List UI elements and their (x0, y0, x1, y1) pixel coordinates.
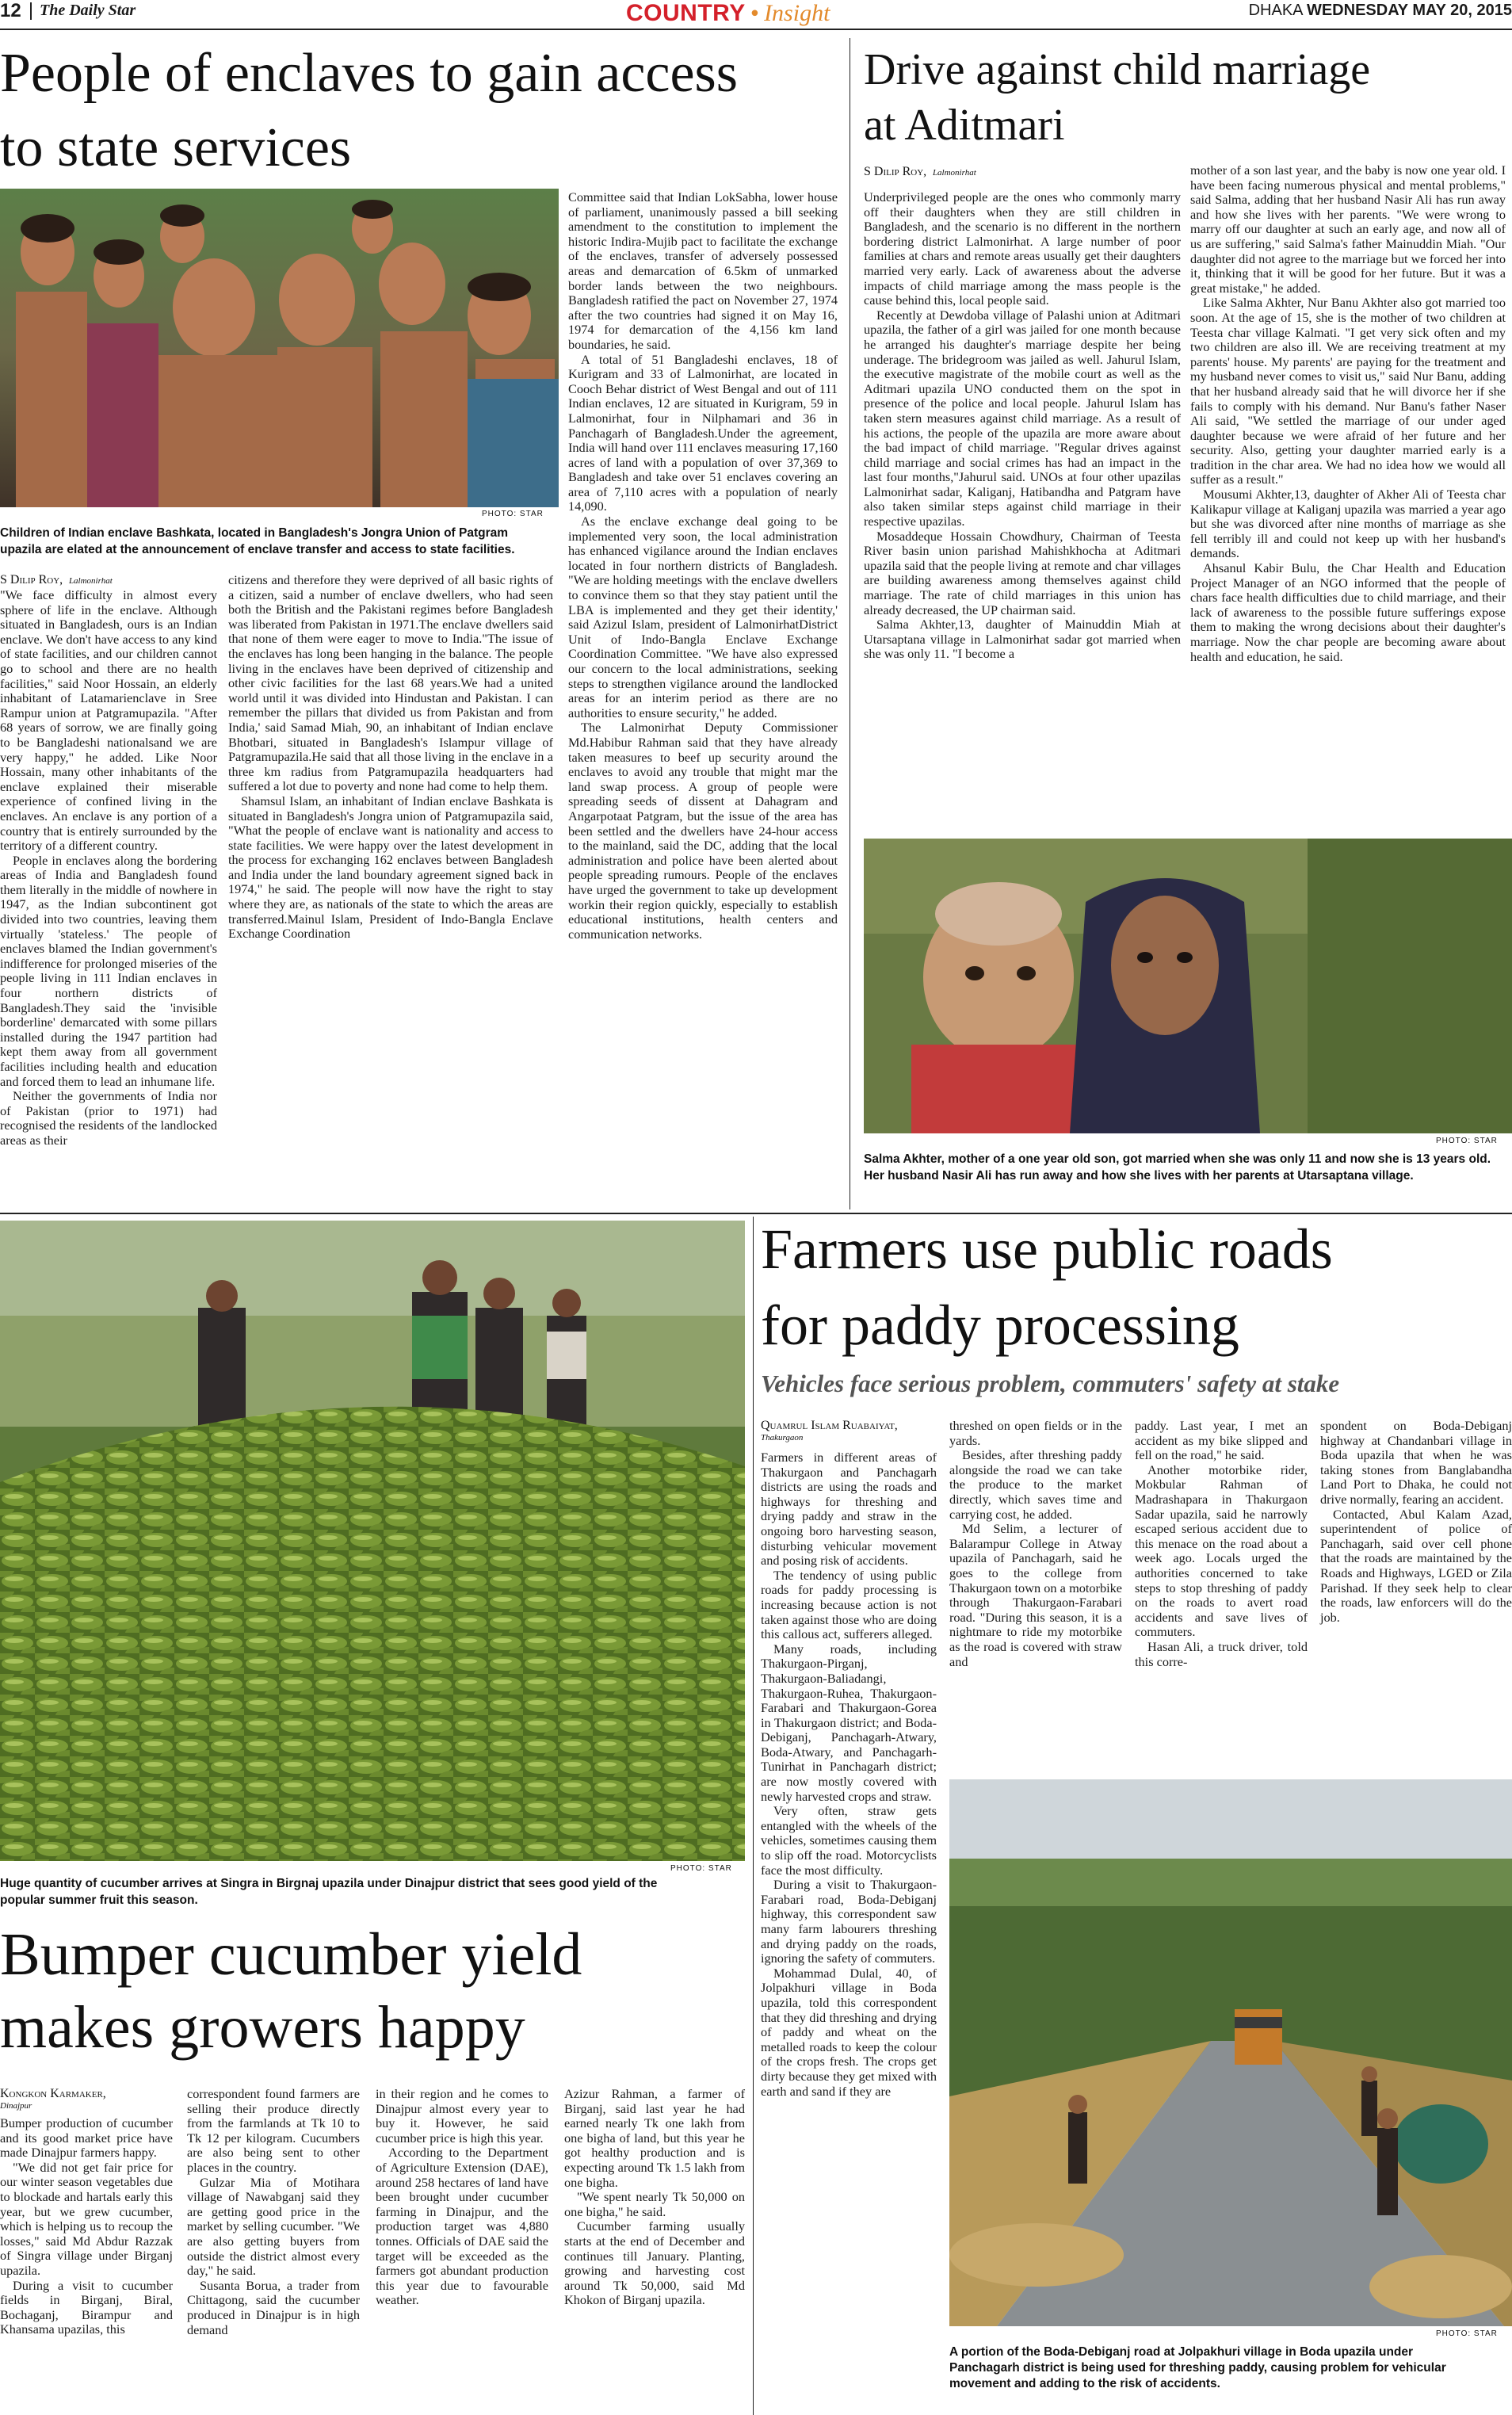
story4-c3-p3: Hasan Ali, a truck driver, told this corre- (1135, 1638, 1308, 1669)
story4-c3-p2: Another motorbike rider, Mokbular Rahman of Madrashapara in Thakurgaon Sadar upazila, said he narrowly escaped serious accident due to this menace on the road about a week ago. Locals urged the authorities concerned to take steps to stop threshing of paddy on the roads to avert road accidents and save lives of commuters. (1135, 1462, 1308, 1640)
story1-headline-line2: to state services (0, 117, 352, 178)
vertical-divider-bottom (753, 1217, 754, 2415)
story1-c1-p3: Neither the governments of India nor of Pakistan (prior to 1971) had recognised the residents of the landlocked areas as their (0, 1088, 217, 1148)
story4-c1-p5: During a visit to Thakurgaon-Farabari road, Boda-Debiganj highway, this correspondent saw many farm labourers threshing and drying paddy on the roads, ignoring the safety of commuters. (761, 1877, 937, 1966)
masthead-rule (0, 29, 1512, 30)
story4-c1-p2: The tendency of using public roads for paddy processing is increasing because action is not taken against those who are doing this callous act, sufferers alleged. (761, 1567, 937, 1642)
mother-and-child-photo (864, 839, 1512, 1133)
story4-col1 (761, 1450, 937, 2099)
story3-c1-p1: Bumper production of cucumber and its good market price have made Dinajpur farmers happy. (0, 2115, 173, 2161)
story4-c2-p3: Md Selim, a lecturer of Balarampur College in Atway upazila of Panchagarh, said he goes to the college from Thakurgaon town on a motorbike through Thakurgaon-Farabari road. "During this season, it is a nightmare to ride my motorbike as the road is covered with straw and (949, 1521, 1122, 1669)
story1-caption-line1: Children of Indian enclave Bashkata, located in Bangladesh's Jongra Union of Patgram (0, 526, 509, 540)
masthead-separator (30, 2, 32, 20)
story4-c4-p2: Contacted, Abul Kalam Azad, superintendent of police of Panchagarh, said over cell phone that the roads are maintained by the Roads and Highways, LGED or Zila Parishad. If they seek help to clear the roads, law enforcers will do the job. (1320, 1506, 1512, 1625)
page-number: 12 (0, 0, 21, 21)
story2-byline-name: S Dilip Roy, (864, 165, 927, 178)
story3-c3-p1: in their region and he comes to Dinajpur almost every year to buy it. However, he said cucumber price is high this year. (376, 2086, 548, 2146)
cucumber-pile-photo (0, 1221, 745, 1861)
story3-byline (0, 2087, 106, 2111)
story4-caption-line3: movement and adding to the risk of accidents. (949, 2377, 1220, 2390)
story4-c1-p6: Mohammad Dulal, 40, of Jolpakhuri village in Boda upazila, told this correspondent that they did threshing and drying of paddy and wheat on the metalled roads to keep the colour of the crops fresh. The crops get dirty because they get mixed with earth and sand if they are (761, 1965, 937, 2099)
story1-col2 (228, 573, 553, 942)
story4-c1-p4: Very often, straw gets entangled with the wheels of the vehicles, sometimes causing them to slip off the road. Motorcyclists face the most difficulty. (761, 1803, 937, 1878)
story4-byline-name: Quamrul Islam Ruabaiyat, (761, 1419, 898, 1432)
story1-c3-p3: As the enclave exchange deal going to be implemented very soon, the local administration has enhanced vigilance around the Indian enclaves located in four northern districts of Bangladesh. "We are holding meetings with the enclave dwellers to convince them so that they stay patient until the LBA is implemented and they get their identity,' said Azizul Islam, president of LalmonirhatDistrict Unit of Indo-Bangla Enclave Exchange Coordination Committee. "We have also expressed our concern to the local administrations, seeking steps to strengthen vigilance around the landlocked areas for an interim period as there are no authorities to ensure security," he added. (568, 514, 838, 720)
story4-subhead: Vehicles face serious problem, commuters' safety at stake (761, 1370, 1340, 1397)
story2-c2-p1: mother of a son last year, and the baby is now one year old. I have been facing numerous physical and mental problems," said Salma, adding that her husband Nasir Ali has run away and how she lives with her parents. "We were wrong to marry off our daughter at such an early age, and now all of us are suffering," said Salma's father Mainuddin Miah. "Our daughter did not agree to the marriage but we forced her into it, thinking that it will be good for her future. But it was a great mistake," he added. (1190, 162, 1506, 296)
story3-col4 (564, 2087, 745, 2308)
story2-caption-line1: Salma Akhter, mother of a one year old son, got married when she was only 11 and now she is 13 years old. (864, 1152, 1491, 1166)
story1-headline-line1: People of enclaves to gain access (0, 43, 739, 104)
story3-caption-line2: popular summer fruit this season. (0, 1893, 198, 1907)
story3-c4-p2: "We spent nearly Tk 50,000 on one bigha," he said. (564, 2189, 745, 2219)
story1-caption-line2: upazila are elated at the announcement of enclave transfer and access to state facilities. (0, 543, 515, 556)
story2-photo-credit: PHOTO: STAR (1436, 1137, 1498, 1145)
story4-c4-p1: spondent on Boda-Debiganj highway at Chandanbari village in Boda upazila that when he was taking stones from Banglabandha Land Port to Dhaka, he could not drive normally, fearing an accident. (1320, 1418, 1512, 1507)
section-country: COUNTRY (626, 0, 746, 26)
story3-photo-credit: PHOTO: STAR (670, 1864, 732, 1873)
story1-photo-credit: PHOTO: STAR (482, 510, 544, 518)
story4-caption-line2: Panchagarh district is being used for threshing paddy, causing problem for vehicular (949, 2361, 1446, 2375)
story4-c3-p1: paddy. Last year, I met an accident as my bike slipped and fell on the road," he said. (1135, 1418, 1308, 1463)
story3-c1-p2: "We did not get fair price for our winter season vegetables due to blockade and hartals early this year, but we grew cucumber, which is helping us to recoup the losses," said Md Abdur Razzak of Singra village under Birganj upazila. (0, 2159, 173, 2278)
story2-caption (864, 1151, 1512, 1184)
story4-col4 (1320, 1419, 1512, 1625)
section-dot: • (748, 2, 762, 26)
story1-c2-p1: citizens and therefore they were deprived of all basic rights of a citizen, said a number of enclave dwellers, who had seen both the British and the Pakistani regimes before Bangladesh was liberated from Pakistan in 1971.The enclave dwellers said that none of them were eager to move to India."The issue of the enclaves has long been hanging in the balance. The people living in the enclaves have been deprived of citizenship and other civic facilities for the last 68 years.We had a united world until it was divided into Hindustan and Pakistan. I can remember the pillars that divided us from Pakistan and from India,' said Samad Miah, 90, an inhabitant of Indian enclave Bhotbari, situated in Bangladesh's Islampur village of Patgramupazila.He said that all those living in the enclave in a three km radius from Patgramupazila headquarters had suffered a lot due to poverty and none had come to help them. (228, 572, 553, 794)
story4-byline (761, 1419, 898, 1443)
story4-caption-line1: A portion of the Boda-Debiganj road at Jolpakhuri village in Boda upazila under (949, 2345, 1414, 2359)
story4-c2-p2: Besides, after threshing paddy alongside the road we can take the produce to the market directly, which saves time and carrying cost, he added. (949, 1447, 1122, 1522)
section-logo (626, 0, 911, 29)
story2-c1-p4: Salma Akhter,13, daughter of Mainuddin Miah at Utarsaptana village in Lalmonirhat sadar got married when she was only 11. "I become a (864, 617, 1181, 662)
story3-headline-line1: Bumper cucumber yield (0, 1921, 582, 1988)
masthead (0, 0, 1512, 29)
story2-c1-p2: Recently at Dewdoba village of Palashi union at Aditmari upazila, the father of a girl was jailed for one month because he arranged his daughter's marriage despite her being underage. The bridegroom was jailed as well. Jahurul Islam, the executive magistrate of the mobile court as well as the Aditmari upazila UNO conducted them on the spot in presence of the police and local people. Jahurul Islam has taken stern measures against child marriage. As a result of his actions, the people of the upazila are more aware about the bad impact of child marriage. "Regular drives against child marriage and social crimes has had an impact in the last four months,"Jahurul said. UNOs at four other upazilas Lalmonirhat sadar, Kaliganj, Hatibandha and Patgram have also taken similar steps against child marriage in their respective upazilas. (864, 307, 1181, 529)
story3-col1 (0, 2116, 173, 2337)
story1-c1-p1: "We face difficulty in almost every sphere of life in the enclave. Although situated in Bangladesh, ours is an Indian enclave. We don't have access to any kind of state facilities, and our children cannot go to school and there are no health facilities," said Noor Hossain, an elderly inhabitant of Latamarienclave in Sree Rampur union at Patgramupazila. "After 68 years of sorrow, we are finally going to be Bangladeshi nationalsand we are very happy," he added. Like Noor Hossain, many other inhabitants of the enclave explained their miserable experience of confined living in the enclaves. An enclave is any portion of a country that is entirely surrounded by the territory of a different country. (0, 587, 217, 854)
story3-c2-p2: Gulzar Mia of Motihara village of Nawabganj said they are getting good price in the market by selling cucumber. "We are also getting buyers from outside the district almost every day," he said. (187, 2174, 360, 2279)
story4-col2 (949, 1419, 1122, 1669)
story3-c4-p1: Azizur Rahman, a farmer of Birganj, said last year he had earned nearly Tk one lakh from one bigha of land, but this year he got healthy production and is expecting around Tk 1.5 lakh from one bigha. (564, 2086, 745, 2190)
paper-name: The Daily Star (40, 2, 136, 19)
story2-c2-p2: Like Salma Akhter, Nur Banu Akhter also got married too soon. At the age of 15, she is the mother of two children at Teesta char village Kalmati. "I get very sick often and my two children are also ill. We are receiving treatment at my parents' house. My parents' are paying for the treatment and my husband never comes to visit us," said Nur Banu, adding that her husband already said that he will divorce her if she fails to comply with his demand. Nur Banu's father Naser Ali said, "We settled the marriage of our under aged daughter because we were afraid of her future and her security. Also, getting your daughter married early is a tradition in the char area. We had no idea how we would all suffer as a result." (1190, 295, 1506, 487)
horizontal-divider (0, 1213, 1512, 1214)
story1-c3-p1: Committee said that Indian LokSabha, lower house of parliament, unanimously passed a bill seeking amendment to the constitution to implement the historic Indira-Mujib pact to facilitate the exchange of the enclaves, transfer of adversely possessed areas and demarcation of 6.5km of unmarked border lands between the two neighbours. Bangladesh ratified the pact on November 27, 1974 after the two countries had signed it on May 16, 1974 for demarcation of the 4,156 km land boundaries, he said. (568, 189, 838, 352)
story1-c3-p2: A total of 51 Bangladeshi enclaves, 18 of Kurigram and 33 of Lalmonirhat, are located in Cooch Behar district of West Bengal and out of 111 Indian enclaves, 12 are situated in Kurigram, 59 in Lalmonirhat, four in Nilphamari and 36 in Panchagarh of Bangladesh.Under the agreement, India will hand over 111 enclaves measuring 17,160 acres of land with a population of over 37,369 to Bangladesh and take over 51 enclaves covering an area of 7,110 acres with a population of nearly 14,090. (568, 351, 838, 514)
story4-caption (949, 2344, 1512, 2392)
story2-headline-line1: Drive against child marriage (864, 45, 1371, 94)
story3-col3 (376, 2087, 548, 2308)
dateline-city: DHAKA (1248, 2, 1303, 19)
story4-c1-p1: Farmers in different areas of Thakurgaon and Panchagarh districts are using the roads and highways for threshing and drying paddy and straw in the ongoing boro harvesting season, disturbing vehicular movement and posing risk of accidents. (761, 1450, 937, 1569)
story2-headline-line2: at Aditmari (864, 101, 1065, 150)
story1-caption (0, 525, 559, 558)
story3-caption-line1: Huge quantity of cucumber arrives at Singra in Birgnaj upazila under Dinajpur district that sees good yield of the (0, 1877, 658, 1890)
story4-headline (761, 1217, 1512, 1357)
story2-c1-p3: Mosaddeque Hossain Chowdhury, Chairman of Teesta River basin union parishad Mahishkhocha at Aditmari upazila said that the people living at remote and char villages are building awareness among themselves against child marriage. The rate of child marriages in this union has already decreased, the UP chairman said. (864, 528, 1181, 617)
story1-c1-p2: People in enclaves along the bordering areas of India and Bangladesh found them literally in the middle of nowhere in 1947, as the Indian subcontinent got divided into two countries, leaving them virtually 'stateless.' The people of enclaves blamed the Indian government's indifference for prolonged miseries of the people living in 111 Indian enclaves in four northern districts of Bangladesh.They said the 'invisible borderline' demarcated with some pillars installed during the 1947 partition had kept them away from all government facilities including health and education and forced them to lead an inhumane life. (0, 852, 217, 1089)
story3-c4-p3: Cucumber farming usually starts at the end of December and continues till January. Planting, growing and harvesting cost around Tk 50,000, said Md Khokon of Birganj upazila. (564, 2218, 745, 2308)
story2-c2-p4: Ahsanul Kabir Bulu, the Char Health and Education Project Manager of an NGO informed that the people of chars face health difficulties due to child marriage, and their lack of awareness to the possible future sufferings expose them to making the wrong decisions about their daughter's marriage. Now the char people are becoming aware about health and education, he said. (1190, 560, 1506, 664)
story2-byline-loc: Lalmonirhat (932, 168, 976, 178)
story1-byline-loc: Lalmonirhat (68, 576, 113, 586)
enclave-children-photo (0, 189, 559, 507)
story4-headline-line1: Farmers use public roads (761, 1217, 1333, 1281)
paddy-road-photo (949, 1779, 1512, 2326)
story1-c3-p4: The Lalmonirhat Deputy Commissioner Md.Habibur Rahman said that they have already taken measures to beef up security around the enclaves to avoid any trouble that might mar the land swap process. A group of people were spreading seeds of dissent at Dahagram and Angarpotaat Patgram, but the issue of the area has been settled and the dwellers have 24-hour access to the mainland, said the DC, adding that the local administration and police have been alerted about people spreading rumours. People of the enclaves have urged the government to take up development workin their region quickly, especially to establish educational institutions, health centers and communication networks. (568, 720, 838, 942)
story3-caption (0, 1875, 745, 1909)
story4-headline-line2: for paddy processing (761, 1293, 1239, 1357)
dateline (1249, 2, 1512, 20)
story2-c2-p3: Mousumi Akhter,13, daughter of Akher Ali of Teesta char Kalikapur village at Kaliganj upazila was married a year ago but she was divorced after nine months of marriage as she fell terribly ill and could not keep up with her husband's demands. (1190, 487, 1506, 561)
story3-col2 (187, 2087, 360, 2337)
story3-c2-p3: Susanta Borua, a trader from Chittagong, said the cucumber produced in Dinajpur is in high demand (187, 2277, 360, 2337)
story3-headline-line2: makes growers happy (0, 1994, 525, 2061)
section-insight: Insight (764, 0, 830, 26)
story1-byline (0, 573, 113, 587)
story2-byline (864, 165, 976, 179)
story3-headline (0, 1921, 745, 2061)
story4-photo (949, 1779, 1512, 2326)
story4-c2-p1: threshed on open fields or in the yards. (949, 1418, 1122, 1448)
story2-caption-line2: Her husband Nasir Ali has run away and how she lives with her parents at Utarsaptana village. (864, 1169, 1414, 1183)
story2-c1-p1: Underprivileged people are the ones who commonly marry off their daughters when they are still children in Bangladesh, and the scenario is no different in the northern bordering district Lalmonirhat. A large number of poor families at chars and remote areas usually get their daughters married very early. Lack of awareness about the adverse impacts of child marriage among the mass people is the cause behind this, local people said. (864, 189, 1181, 308)
story4-col3 (1135, 1419, 1308, 1669)
story2-photo (864, 839, 1512, 1133)
story1-headline (0, 43, 844, 178)
story1-col1 (0, 588, 217, 1148)
story3-c2-p1: correspondent found farmers are selling their produce directly from the farmlands at Tk 10 to Tk 12 per kilogram. Cucumbers are also being sent to other places in the country. (187, 2086, 360, 2175)
story2-headline (864, 45, 1512, 150)
story2-col1 (864, 190, 1181, 662)
story3-c3-p2: According to the Department of Agriculture Extension (DAE), around 258 hectares of land have been brought under cucumber farming in Dinajpur, and the production target was 4,880 tonnes. Officials of DAE said the target will be exceeded as the farmers got abundant production this year due to favourable weather. (376, 2145, 548, 2308)
story4-c1-p3: Many roads, including Thakurgaon-Pirganj, Thakurgaon-Baliadangi, Thakurgaon-Ruhea, Thakurgaon-Farabari and Thakurgaon-Gorea in Thakurgaon district; and Boda-Debiganj, Panchagarh-Atwary, Boda-Atwary, and Panchagarh-Tunirhat in Panchagarh district; are now mostly covered with newly harvested crops and straw. (761, 1641, 937, 1804)
dateline-date: WEDNESDAY MAY 20, 2015 (1306, 2, 1512, 19)
story3-photo (0, 1221, 745, 1861)
story4-byline-loc: Thakurgaon (761, 1433, 804, 1443)
story1-photo (0, 189, 559, 507)
story3-byline-loc: Dinajpur (0, 2101, 32, 2111)
story1-byline-name: S Dilip Roy, (0, 573, 63, 587)
story2-col2 (1190, 163, 1506, 664)
story3-byline-name: Kongkon Karmaker, (0, 2087, 106, 2100)
story3-c1-p3: During a visit to cucumber fields in Birganj, Biral, Bochaganj, Birampur and Khansama upazilas, this (0, 2277, 173, 2337)
story4-photo-credit: PHOTO: STAR (1436, 2329, 1498, 2338)
story1-col3 (568, 190, 838, 942)
story1-c2-p2: Shamsul Islam, an inhabitant of Indian enclave Bashkata is situated in Bangladesh's Jongra union of Patgramupazila said, "What the people of enclave want is nationality and access to state facilities. We were happy over the latest development in the process for exchanging 162 enclaves between Bangladesh and India under the land boundary agreement signed back in 1974," he said. The people will now have the right to stay where they are, as nationals of the state to which the areas are transferred.Mainul Islam, President of Indo-Bangla Enclave Exchange Coordination (228, 793, 553, 942)
